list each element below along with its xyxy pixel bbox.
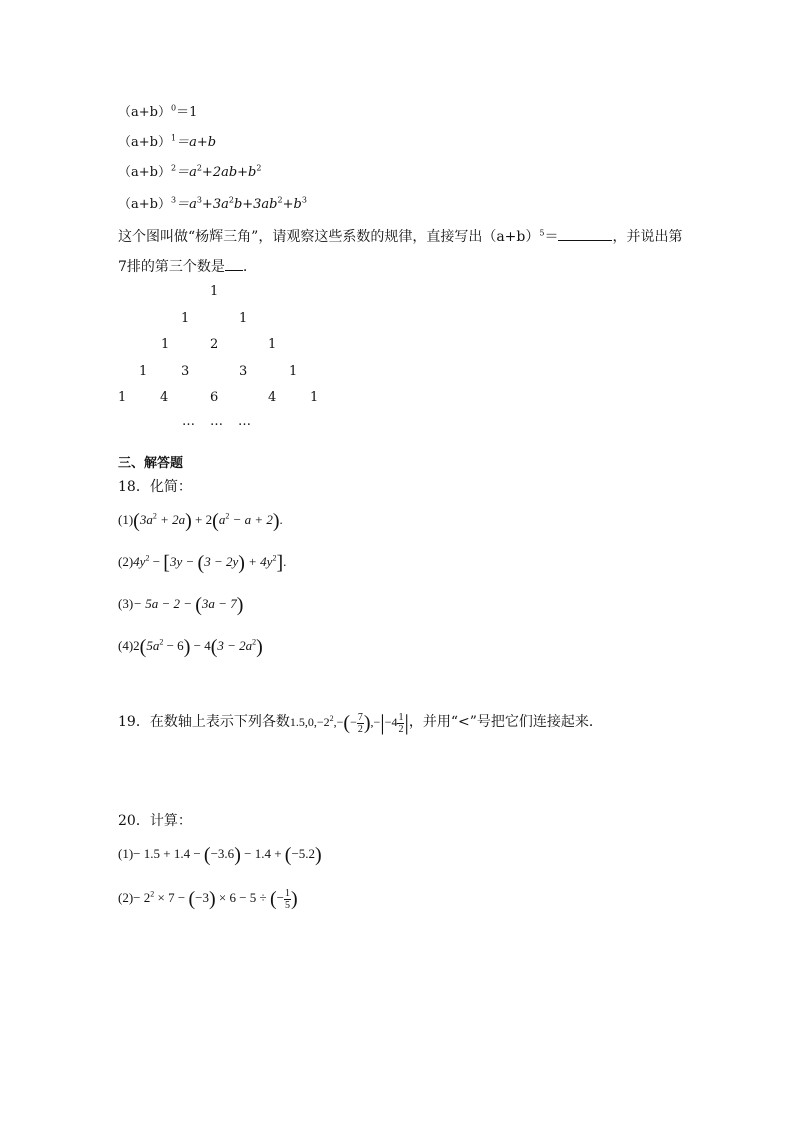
triangle-ellipsis: … (238, 414, 251, 429)
triangle-ellipsis: … (210, 414, 223, 429)
q18-part1: $(1)(3a^2 + 2a) + 2(a^2 - a + 2)$. (118, 510, 283, 532)
q18-title: 18．化简： (118, 479, 192, 495)
triangle-cell: 1 (268, 337, 277, 352)
triangle-ellipsis: … (182, 414, 195, 429)
expansion-0: $(a+b)^0=1$ (118, 103, 198, 120)
triangle-cell: 1 (289, 364, 298, 379)
section-title: 三、解答题 (118, 456, 184, 471)
expansion-3: $(a+b)^3=a^3+3a^2b+3ab^2+b^3$ (118, 195, 307, 212)
triangle-cell: 3 (239, 364, 248, 379)
triangle-cell: 4 (160, 390, 169, 405)
q19-text: 19．在数轴上表示下列各数$1.5,0,-2^2,-(-$ $\frac{7}{2}$ ),−|−4 $\frac{1}{2}$ |，并用“<”号把它们连接起来． (118, 710, 603, 735)
triangle-cell: 1 (210, 284, 219, 299)
q18-part3: (3)− 5a − 2 − (3a − 7) (118, 594, 244, 616)
answer-blank-2[interactable] (225, 258, 243, 271)
expansion-2: $(a+b)^2=a^2+2ab+b^2$ (118, 163, 262, 180)
triangle-cell: 3 (181, 364, 190, 379)
q17-line1: 这个图叫做“杨辉三角”，请观察这些系数的规律，直接写出$(a+b)^5=$ ，并说出第 (118, 228, 683, 245)
answer-blank-1[interactable] (558, 228, 612, 241)
q20-part1: (1)− 1.5 + 1.4 − (−3.6) − 1.4 + (−5.2) (118, 844, 322, 866)
expansion-1: $(a+b)^1=a+b$ (118, 133, 217, 150)
triangle-cell: 1 (118, 390, 127, 405)
triangle-cell: 1 (139, 364, 148, 379)
triangle-cell: 1 (181, 311, 190, 326)
q17-line2: 7排的第三个数是 . (118, 259, 248, 275)
triangle-cell: 6 (210, 390, 219, 405)
triangle-cell: 4 (268, 390, 277, 405)
triangle-cell: 1 (239, 311, 248, 326)
q18-part2: $(2)4y^2 - [3y - (3 - 2y) + 4y^2]$. (118, 552, 287, 574)
triangle-cell: 2 (210, 337, 219, 352)
q18-part4: $(4)2(5a^2 - 6) - 4(3 - 2a^2)$ (118, 636, 263, 658)
q20-part2: $(2)- 2^2 \times 7 - (-3) \times 6 - 5$ ÷ (− $\frac{1}{5}$ ) (118, 887, 298, 911)
q20-title: 20．计算： (118, 813, 192, 829)
triangle-cell: 1 (161, 337, 170, 352)
triangle-cell: 1 (310, 390, 319, 405)
